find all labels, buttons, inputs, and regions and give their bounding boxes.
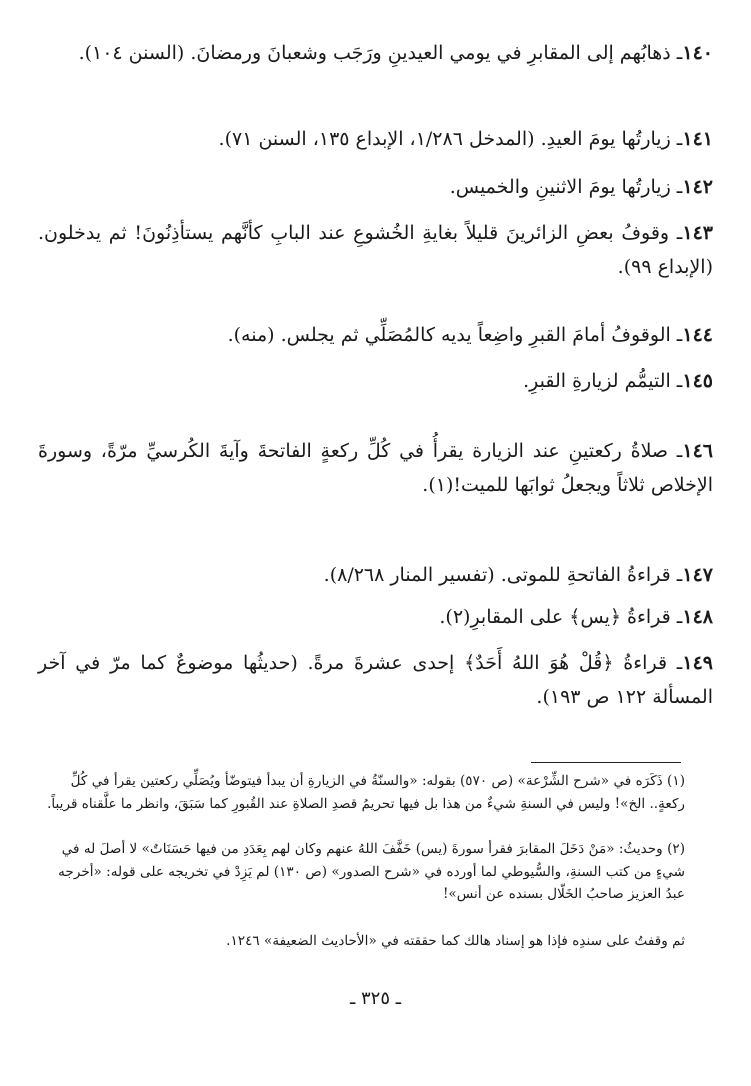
list-item [38, 600, 713, 634]
footnote: ثم وقفتُ على سندِه فإذا هو إسناد هالك كما حققته في «الأحاديث الضعيفة» ١٢٤٦. [226, 933, 685, 949]
list-item [38, 318, 713, 352]
page-number: ـ ٣٢٥ ـ [349, 988, 401, 1009]
item-number: ١٤٥ [682, 370, 713, 392]
list-item [38, 558, 713, 592]
item-number: ١٤٢ [682, 176, 713, 198]
item-number: ١٤٩ [682, 652, 713, 674]
list-item [38, 122, 713, 156]
item-number: ١٤١ [682, 128, 713, 150]
item-number: ١٤٨ [682, 606, 713, 628]
item-number: ١٤٠ [682, 42, 713, 64]
item-text: ـ صلاةُ ركعتينِ عند الزيارة يقرأُ في كُلِّ ركعةٍ الفاتحةَ وآيةَ الكُرسيِّ مرّةً، وسورةَ الإخلاص ثلاثاً ويجعلُ ثوابَها للميت!(١). [38, 440, 713, 496]
list-item [38, 36, 713, 70]
footnote: (٢) وحديثُ: «مَنْ دَخَلَ المقابرَ فقرأ سورةَ (يس) خَفَّفَ اللهُ عنهم وكان لهم بِعَدَدِ من فيها حَسَنَاتٌ» لا أصلَ له في شيءٍ من كتب السنةِ، والسُّيوطي لما أورده في «شرح الصدور» (ص ١٣٠) لم يَزِدْ في تخريجه على قوله: «أخرجه عبدُ العزيز صاحبُ الخَلّال بسنده عن أنس»! [58, 841, 685, 902]
item-text: ـ زيارتُها يومَ العيدِ. (المدخل ١/٢٨٦، الإبداع ١٣٥، السنن ٧١). [218, 128, 683, 150]
item-text: ـ قراءةُ الفاتحةِ للموتى. (تفسير المنار ٨/٢٦٨). [323, 564, 683, 586]
list-item [38, 646, 713, 714]
item-number: ١٤٤ [682, 324, 713, 346]
item-text: ـ التيمُّم لزيارةِ القبرِ. [523, 370, 683, 392]
item-text: ـ قراءةُ ﴿قُلْ هُوَ اللهُ أَحَدٌ﴾ إحدى عشرةَ مرةً. (حديثُها موضوعٌ كما مرّ في آخر المسألة ١٢٢ ص ١٩٣). [38, 652, 713, 708]
list-item [38, 434, 713, 502]
list-item [38, 364, 713, 398]
footnote: (١) ذَكَرَه في «شرح الشِّرْعة» (ص ٥٧٠) بقوله: «والسنّةُ في الزيارةِ أن يبدأ فيتوضّأ ويُصَلِّي ركعتين يقرأ في كُلِّ ركعةٍ.. الخ»! وليس في السنةِ شيءٌ من هذا بل فيها تحريمُ قصدِ الصلاةِ عند القُبورِ كما سَبَقَ، وانظر ما علَّقناه قريباً. [47, 773, 685, 812]
footnote-separator [531, 762, 681, 763]
item-text: ـ قراءةُ ﴿يس﴾ على المقابرِ(٢). [439, 606, 683, 628]
item-text: ـ وقوفُ بعضِ الزائرينَ قليلاً بغايةِ الخُشوعِ عند البابِ كأنَّهم يستأذِنُونَ! ثم يدخلون. (الإبداع ٩٩). [38, 222, 713, 278]
list-item [38, 216, 713, 284]
item-number: ١٤٧ [682, 564, 713, 586]
list-item [38, 170, 713, 204]
item-text: ـ زيارتُها يومَ الاثنينِ والخميس. [449, 176, 683, 198]
item-number: ١٤٣ [682, 222, 713, 244]
item-number: ١٤٦ [682, 440, 713, 462]
item-text: ـ الوقوفُ أمامَ القبرِ واضِعاً يديه كالمُصَلِّي ثم يجلس. (منه). [227, 324, 683, 346]
item-text: ـ ذهابُهم إلى المقابرِ في يومي العيدينِ ورَجَب وشعبانَ ورمضانَ. (السنن ١٠٤). [78, 42, 683, 64]
